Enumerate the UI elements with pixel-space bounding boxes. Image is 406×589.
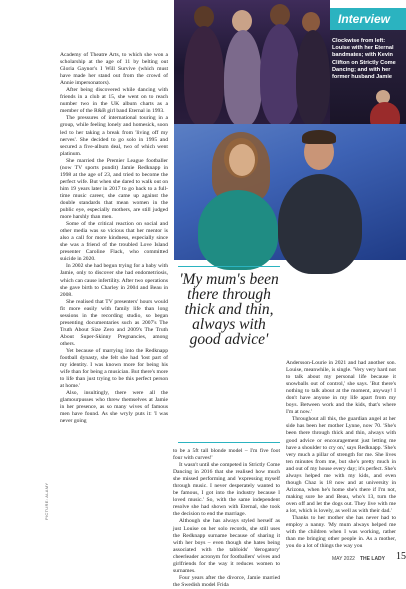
article-column-middle [173, 448, 280, 588]
photo-caption: Clockwise from left: Louise with her Eternal bandmates; with Kevin Clifton on Strictly Come Dancing; and with her former husband Jamie [332, 38, 396, 81]
paragraph: Although she has always styled herself as just Louise on her solo records, she still uses the Redknapp surname because of sharing it with her boys – even though she hates being associated with the tabloids' 'derogatory' cheerleader acronym for footballers' wives and girlfriends for the way it reduces women to surnames. [173, 518, 280, 574]
paragraph: It wasn't until she competed in Strictly Come Dancing in 2016 that she realised how much she missed performing and 'expressing myself through music. I never desperately wanted to be famous, I got into the industry because I loved music.' So, with the same independent resolve she had shown with Eternal, she took the decision to end the marriage. [173, 462, 280, 518]
person-body [278, 174, 362, 274]
person-head [270, 4, 290, 26]
paragraph: Thanks to her mother she has never had to employ a nanny. 'My mum always helped me with the children when I was working, rather than me bringing other people in. As a mother, you do a lot of things the way you [286, 515, 396, 550]
paragraph: Also, insultingly, there were all the glamourpusses who threw themselves at Jamie in her presence, as so many wives of famous men have found. As she wryly puts it: 'I was never going [60, 390, 168, 425]
person-body [224, 30, 262, 126]
person-body [184, 26, 224, 126]
person-head [194, 6, 214, 28]
person-head [302, 12, 320, 32]
person-body [296, 30, 330, 126]
paragraph: Some of the critical reaction on social and other media was so vicious that her mentor is also a call for more kindness, especially since she was a friend of the troubled Love Island presenter Caroline Flack, who committed suicide in 2020. [60, 221, 168, 263]
article-column-right [286, 360, 396, 564]
paragraph: Throughout all this, the guardian angel at her side has been her mother Lynne, now 70. 'She's been there through thick and thin, always with good advice or encouragement just letting me have a shoulder to cry on,' says Redknapp. 'She's very much a pillar of strength for me. She lives ten minutes from me, but she's pretty much in and out of my house every day; it's perfect. She's always helped me with my kids, and even though Chaz is 18 now and at university in Arizona, when he's home she's there if I'm not, making sure he and Beau, who's 13, turn the oven off and let the dogs out. They live with me a lot, which is lovely, as well as with their dad.' [286, 416, 396, 514]
paragraph: The pressures of international touring in a group, while feeling lonely and homesick, soon led to her taking a break from 'living off my nerves'. She decided to go solo in 1995 and secured a five-album deal, two of which went platinum. [60, 115, 168, 157]
paragraph: She realised that TV presenters' hours would fit more easily with family life than long sessions in the recording studio, so began presenting documentaries such as 2007's The Truth About Size Zero and 2009's The Truth About Super-Skinny Pregnancies, among others. [60, 298, 168, 347]
picture-credit: PICTURE: ALAMY [44, 482, 49, 520]
paragraph: She married the Premier League footballer (now TV sports pundit) Jamie Redknapp in 1998 at the age of 23, and tried to become the perfect wife. But when she dared to walk out on him 19 years later in 2017 to go back to a full-time music career, she came up against the double standards that mean women in the public eye, especially mothers, are still judged more harshly than men. [60, 157, 168, 221]
paragraph: Andersson-Lourie in 2021 and had another son. Louise, meanwhile, is single. 'Very very hard not to talk about my personal life because it snowballs out of control,' she says. 'But there's nothing to talk about at the moment, anyway! I don't have anyone in my life apart from my boys. Between work and the kids, that's where I'm at now.' [286, 360, 396, 416]
hair [302, 130, 336, 144]
pull-quote: 'My mum's been there through thick and thin, always with good advice' [179, 271, 279, 348]
article-column-left [60, 52, 168, 564]
footer-magazine: THE LADY [360, 556, 385, 562]
quote-rule-top [178, 266, 280, 267]
person-head [232, 10, 252, 32]
paragraph: Four years after the divorce, Jamie married the Swedish model Frida [173, 574, 280, 588]
person-body [198, 190, 278, 270]
page-number: 15 [396, 551, 406, 562]
paragraph: After being discovered while dancing with friends in a club at 15, she went on to reach number two in the UK album charts as a member of the R&B girl band Eternal in 1993. [60, 87, 168, 115]
paragraph: Yet because of marrying into the Redknapp football dynasty, she felt she had 'lost part of my identity. I was known more for being his wife than for being a musician. But there's more to life than just trying to be this perfect person at home.' [60, 347, 168, 390]
face [229, 144, 255, 176]
paragraph: Academy of Theatre Arts, to which she won a scholarship at the age of 11 by belting out Gloria Gaynor's I Will Survive (which must have made her stand out from the crowd of Annie impersonators). [60, 52, 168, 87]
quote-rule-bottom [178, 442, 280, 443]
eternal-band-photo [174, 0, 330, 125]
louise-and-jamie-photo [174, 124, 406, 260]
footer-date: MAY 2022 [332, 556, 355, 562]
section-tag: Interview [330, 8, 406, 30]
paragraph: In 2002 she had begun trying for a baby with Jamie, only to discover she had endometriosis, which can cause infertility. After two operations she gave birth to Charley in 2004 and Beau in 2008. [60, 263, 168, 298]
person-body [260, 24, 300, 126]
paragraph: to be a 5ft tall blonde model – I'm five foot four with curves!' [173, 448, 280, 462]
